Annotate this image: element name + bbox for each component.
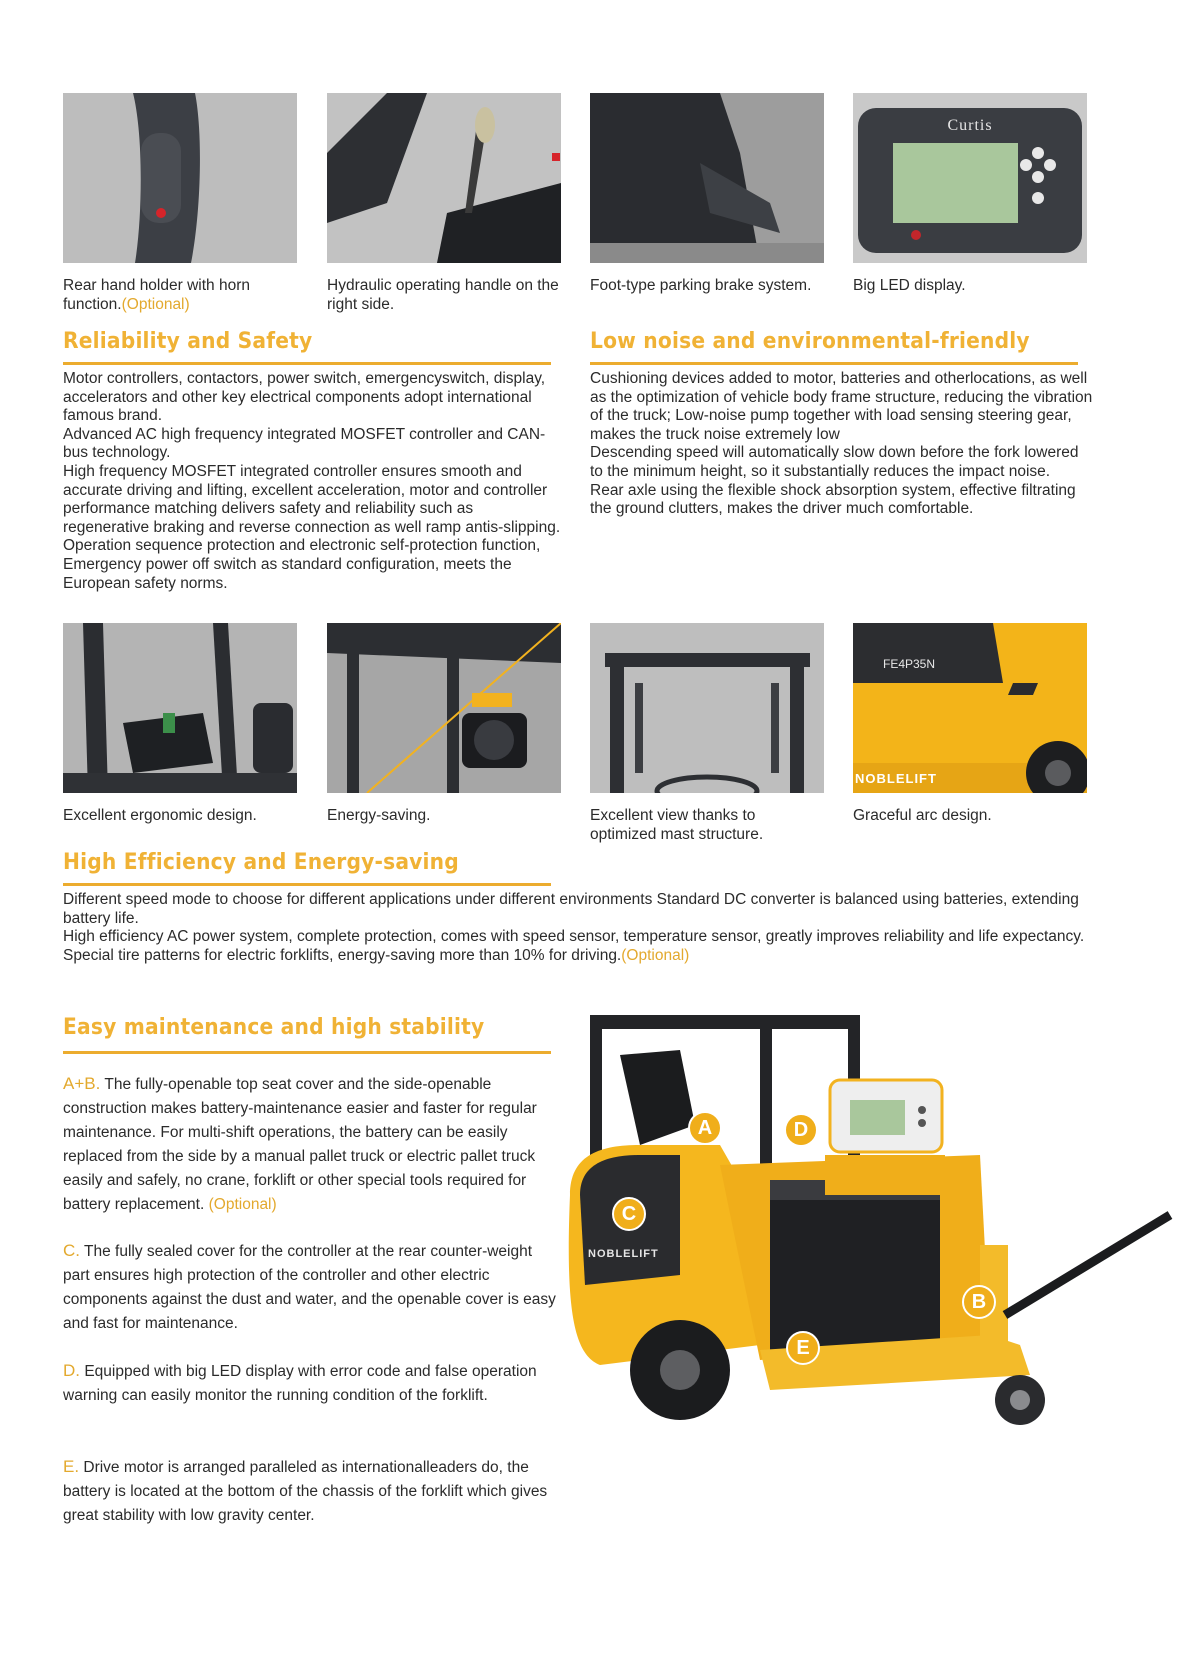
parking-brake-photo — [590, 93, 824, 263]
maintenance-rule — [63, 1051, 551, 1054]
callout-b: B — [962, 1285, 996, 1319]
callout-a: A — [688, 1111, 722, 1145]
caption-ergonomic: Excellent ergonomic design. — [63, 807, 257, 824]
maintenance-item-e: E. Drive motor is arranged paralleled as internationalleaders do, the battery is located at the bottom of the chassis of the forklift which gives great stability with low gravity center. — [63, 1457, 548, 1524]
arc-design-photo — [853, 623, 1087, 793]
hydraulic-handle-photo — [327, 93, 561, 263]
reliability-heading: Reliability and Safety — [63, 329, 313, 354]
model-label: FE4P35N — [883, 657, 936, 671]
forklift-brand-label: NOBLELIFT — [588, 1248, 659, 1260]
reliability-rule — [63, 362, 551, 365]
efficiency-heading: High Efficiency and Energy-saving — [63, 850, 459, 875]
reliability-body: Motor controllers, contactors, power switch, emergencyswitch, display, accelerators and other key electrical components adopt international famous brand. Advanced AC high frequency integrated MOSFET controller and CAN-bus technology. High frequency MOSFET integrated controller ensures smooth and accurate driving and lifting, excellent acceleration, motor and controller performance matching delivers safety and reliability such as regenerative braking and reverse connection as well ramp antis-slipping. Operation sequence protection and electronic self-protection function, Emergency power off switch as standard configuration, meets the European safety norms. — [63, 370, 561, 592]
maintenance-heading: Easy maintenance and high stability — [63, 1015, 485, 1040]
efficiency-body: Different speed mode to choose for different applications under different environments Standard DC converter is balanced using batteries, extending battery life. High efficiency AC power system, complete protection, comes with speed sensor, temperature sensor, greatly improves reliability and life expectancy. Special tire patterns for electric forklifts, energy-saving more than 10% for driving.(Optional) — [63, 891, 1085, 964]
maintenance-item-d: D. Equipped with big LED display with error code and false operation warning can easily monitor the running condition of the forklift. — [63, 1361, 537, 1404]
mast-view-photo — [590, 623, 824, 793]
low-noise-heading: Low noise and environmental-friendly — [590, 329, 1030, 354]
rear-hand-holder-photo — [63, 93, 297, 263]
display-brand-label: Curtis — [947, 117, 993, 134]
caption-arc-design: Graceful arc design. — [853, 807, 992, 824]
led-display-photo — [853, 93, 1087, 263]
energy-saving-photo — [327, 623, 561, 793]
caption-led-display: Big LED display. — [853, 277, 966, 294]
ergonomic-design-photo — [63, 623, 297, 793]
caption-mast-view: Excellent view thanks to optimized mast structure. — [590, 807, 764, 843]
callout-d: D — [784, 1113, 818, 1147]
callout-c: C — [612, 1197, 646, 1231]
brand-label: NOBLELIFT — [855, 771, 937, 786]
caption-parking-brake: Foot-type parking brake system. — [590, 277, 812, 294]
caption-energy-saving: Energy-saving. — [327, 807, 431, 824]
caption-hydraulic-handle: Hydraulic operating handle on the right side. — [327, 277, 559, 313]
maintenance-item-ab: A+B. The fully-openable top seat cover and the side-openable construction makes battery-maintenance easier and faster for regular maintenance. For multi-shift operations, the battery can be easily replaced from the side by a manual pallet truck or electric pallet truck easily and safely, no crane, forklift or other special tools required for battery replacement. (Optional) — [63, 1074, 537, 1213]
caption-rear-hand-holder: Rear hand holder with horn function.(Optional) — [63, 277, 250, 313]
efficiency-rule — [63, 883, 551, 886]
low-noise-body: Cushioning devices added to motor, batteries and otherlocations, as well as the optimization of vehicle body frame structure, reducing the vibration of the truck; Low-noise pump together with load sensing steering gear, makes the truck noise extremely low Descending speed will automatically slow down before the fork lowered to the minimum height, so it substantially reduces the impact noise. Rear axle using the flexible shock absorption system, effective filtrating the ground clutters, makes the driver much comfortable. — [590, 370, 1093, 518]
callout-e: E — [786, 1331, 820, 1365]
maintenance-item-c: C. The fully sealed cover for the controller at the rear counter-weight part ensures high protection of the controller and other electric components against the dust and water, and the openable cover is easy and fast for maintenance. — [63, 1241, 556, 1332]
low-noise-rule — [590, 362, 1078, 365]
forklift-illustration — [560, 1015, 1190, 1455]
